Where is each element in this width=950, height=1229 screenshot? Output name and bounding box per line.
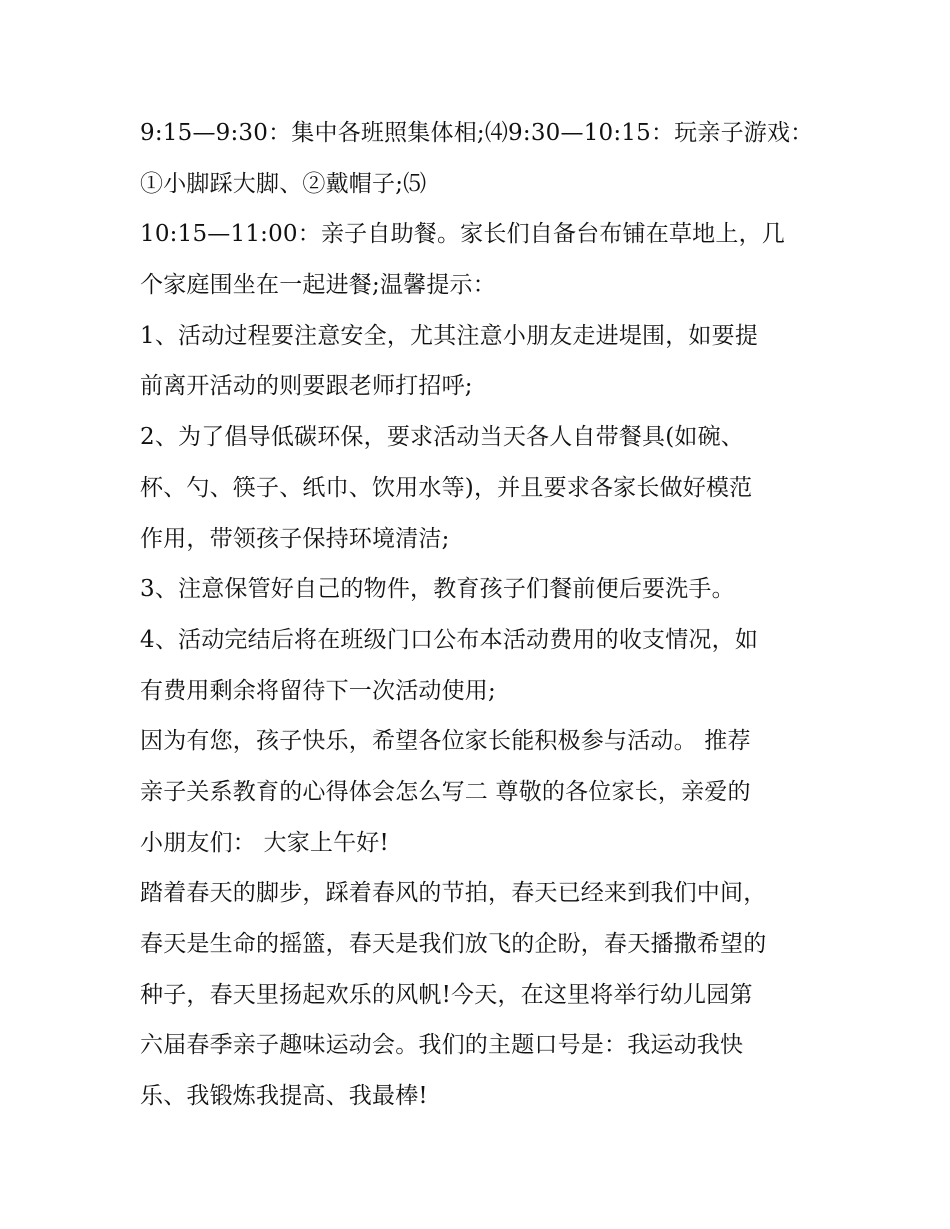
text-line: 杯、勺、筷子、纸巾、饮用水等)，并且要求各家长做好模范 [140, 474, 753, 501]
text-line: 乐、我锻炼我提高、我最棒! [140, 1083, 428, 1110]
text-line: 踏着春天的脚步，踩着春风的节拍，春天已经来到我们中间， [140, 880, 767, 907]
text-line: ①小脚踩大脚、②戴帽子;⑸ [140, 170, 427, 197]
text-line: 因为有您，孩子快乐，希望各位家长能积极参与活动。 推荐 [140, 728, 751, 755]
text-line: 前离开活动的则要跟老师打招呼; [140, 373, 473, 400]
text-line: 4、活动完结后将在班级门口公布本活动费用的收支情况，如 [140, 626, 759, 653]
text-line: 9:15—9:30：集中各班照集体相;⑷9:30—10:15：玩亲子游戏： [140, 120, 814, 146]
text-line: 作用，带领孩子保持环境清洁; [140, 525, 450, 552]
text-line: 3、注意保管好自己的物件，教育孩子们餐前便后要洗手。 [140, 576, 735, 603]
text-line: 有费用剩余将留待下一次活动使用; [140, 677, 496, 704]
text-line: 个家庭围坐在一起进餐;温馨提示： [140, 272, 496, 299]
text-line: 六届春季亲子趣味运动会。我们的主题口号是：我运动我快 [140, 1032, 744, 1059]
text-line: 2、为了倡导低碳环保，要求活动当天各人自带餐具(如碗、 [140, 424, 745, 451]
text-line: 亲子关系教育的心得体会怎么写二 尊敬的各位家长，亲爱的 [140, 778, 751, 805]
text-line: 春天是生命的摇篮，春天是我们放飞的企盼，春天播撒希望的 [140, 931, 767, 957]
text-line: 10:15—11:00：亲子自助餐。家长们自备台布铺在草地上，几 [140, 221, 785, 248]
document-body [140, 108, 830, 1122]
text-line: 种子，春天里扬起欢乐的风帆!今天，在这里将举行幼儿园第 [140, 981, 753, 1008]
text-line: 小朋友们： 大家上午好! [140, 829, 389, 856]
text-line: 1、活动过程要注意安全，尤其注意小朋友走进堤围，如要提 [140, 322, 759, 349]
